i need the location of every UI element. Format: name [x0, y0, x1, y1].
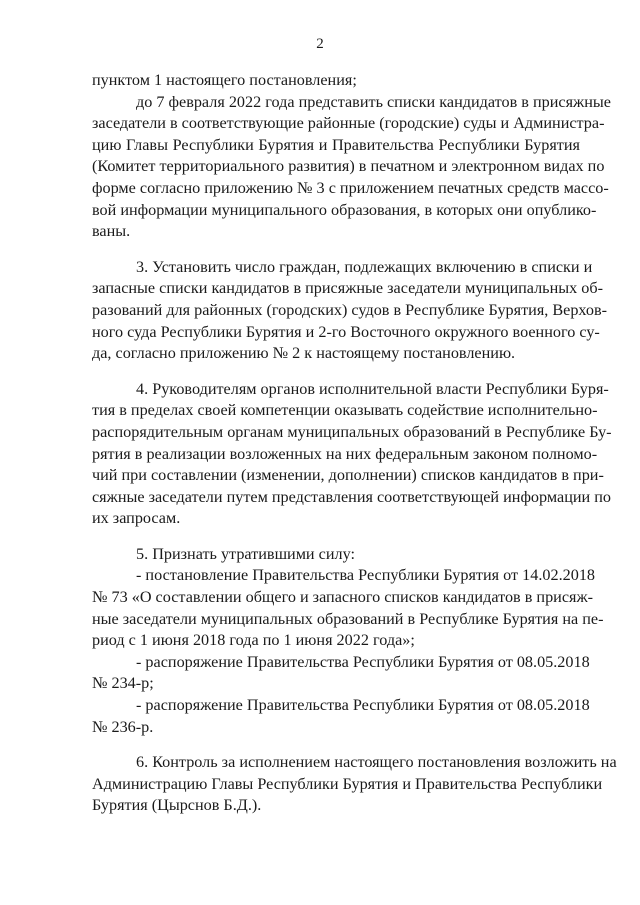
text-line: 3. Установить число граждан, подлежащих включению в списки и [136, 257, 593, 276]
text-line: да, согласно приложению № 2 к настоящему постановлению. [92, 344, 516, 363]
text-line: ного суда Республики Бурятия и 2-го Восточного окружного военного су- [92, 322, 600, 341]
text-line: - распоряжение Правительства Республики Бурятия от 08.05.2018 [136, 652, 590, 671]
text-line: их запросам. [92, 509, 181, 528]
paragraph-item-4 [92, 379, 612, 530]
text-line: ваны. [92, 222, 131, 241]
text-line: № 73 «О составлении общего и запасного списков кандидатов в присяж- [92, 588, 594, 607]
text-line: до 7 февраля 2022 года представить списки кандидатов в присяжные [136, 92, 611, 111]
text-line: разований для районных (городских) судов в Республике Бурятия, Верхов- [92, 300, 608, 319]
text-line: чий при составлении (изменении, дополнении) списков кандидатов в при- [92, 466, 604, 485]
text-line: 4. Руководителям органов исполнительной власти Республики Буря- [136, 379, 609, 398]
text-line: пунктом 1 настоящего постановления; [92, 71, 357, 89]
text-line: заседатели в соответствующие районные (городские) суды и Администра- [92, 114, 605, 133]
paragraph-deadline [92, 92, 611, 243]
text-line: Бурятия (Цырснов Б.Д.). [92, 796, 262, 815]
text-line: тия в пределах своей компетенции оказывать содействие исполнительно- [92, 401, 598, 420]
text-line: цию Главы Республики Бурятия и Правительства Республики Бурятия [92, 135, 580, 154]
page-number: 2 [316, 36, 324, 52]
text-line: 5. Признать утратившими силу: [136, 544, 355, 563]
text-line: - постановление Правительства Республики Бурятия от 14.02.2018 [136, 566, 596, 585]
text-line: - распоряжение Правительства Республики Бурятия от 08.05.2018 [136, 696, 590, 715]
paragraph-item-5 [92, 544, 604, 738]
text-line: вой информации муниципального образования, в которых они опублико- [92, 200, 597, 219]
text-line: (Комитет территориального развития) в печатном и электронном видах по [92, 157, 605, 176]
text-line: 6. Контроль за исполнением настоящего постановления возложить на [136, 753, 617, 772]
text-line: форме согласно приложению № 3 с приложением печатных средств массо- [92, 178, 609, 197]
text-line: сяжные заседатели путем представления соответствующей информации по [92, 487, 611, 506]
text-line: рятия в реализации возложенных на них федеральным законом полномо- [92, 444, 598, 463]
document-body [92, 70, 617, 817]
text-line: запасные списки кандидатов в присяжные заседатели муниципальных об- [92, 279, 603, 298]
paragraph-item-6 [92, 752, 617, 817]
text-line: № 236-р. [92, 717, 154, 736]
text-line: Администрацию Главы Республики Бурятия и Правительства Республики [92, 774, 603, 793]
paragraph-item-3 [92, 257, 608, 365]
text-line: № 234-р; [92, 674, 154, 693]
text-line: ные заседатели муниципальных образований в Республике Бурятия на пе- [92, 609, 604, 628]
text-line: распорядительным органам муниципальных образований в Республике Бу- [92, 422, 612, 441]
text-line: риод с 1 июня 2018 года по 1 июня 2022 года»; [92, 631, 415, 650]
